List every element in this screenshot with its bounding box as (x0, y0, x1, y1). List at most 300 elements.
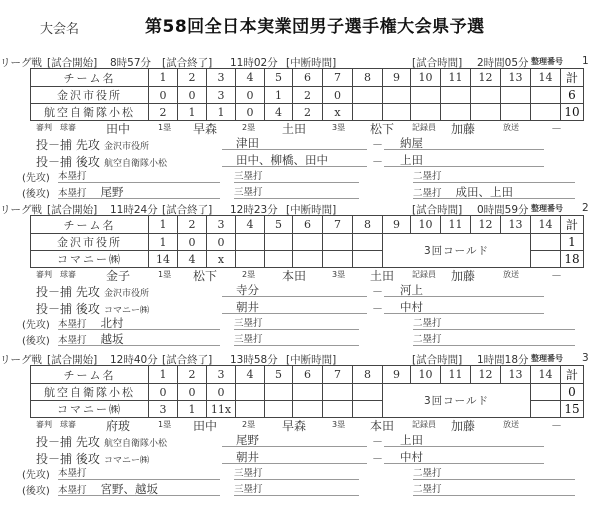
inning-score: 11x (207, 401, 236, 418)
start-time: 11時24分 (110, 204, 158, 216)
base1-umpire: 田中 (193, 419, 218, 433)
home-run-players: 尾野 (100, 185, 124, 199)
inning-header: 9 (383, 366, 411, 384)
inning-score: x (323, 104, 353, 121)
inning-header: 10 (411, 366, 441, 384)
inning-header: 11 (441, 366, 471, 384)
inning-score (236, 384, 265, 401)
inning-score (353, 401, 383, 418)
game-header (0, 55, 600, 69)
home-run-field (58, 184, 220, 199)
home-run-label: 本塁打 (58, 335, 87, 346)
inning-score (323, 234, 353, 251)
serial-label: 整理番号 (531, 204, 563, 213)
inning-score: 0 (178, 384, 207, 401)
team-name: 航空自衛隊小松 (31, 104, 149, 121)
inning-score: 1 (207, 104, 236, 121)
inning-score (293, 401, 323, 418)
inning-score (353, 87, 383, 104)
duration-label: [試合時間] (412, 204, 463, 216)
broadcast-name: － (551, 419, 562, 432)
battery-second-catchers (384, 449, 544, 464)
inning-header: 10 (411, 69, 441, 87)
battery-first-pitchers (222, 135, 367, 150)
recorder-label: 記録員 (412, 420, 436, 429)
battery-second-catchers (384, 152, 544, 167)
battery-second-label: 投－捕 後攻 (36, 155, 100, 169)
inning-score (531, 234, 561, 251)
inning-header: 1 (149, 216, 178, 234)
game-block (0, 202, 600, 352)
base2-label: 2塁 (242, 270, 256, 279)
inning-score (323, 384, 353, 401)
team-name: コマニー㈱ (31, 401, 149, 418)
catcher-names: 中村 (400, 300, 423, 314)
battery-first-pitchers (222, 282, 367, 297)
inning-header: 1 (149, 366, 178, 384)
double-field (413, 184, 575, 199)
battery-second-team: コマニー㈱ (104, 456, 150, 466)
double-players: 成田、上田 (455, 185, 514, 199)
inning-score (265, 401, 293, 418)
inning-score (353, 251, 383, 268)
inning-header: 10 (411, 216, 441, 234)
home-run-players: 越坂 (100, 332, 124, 346)
home-run-players: 北村 (100, 316, 124, 330)
battery-dash: － (372, 435, 383, 448)
inning-score (353, 384, 383, 401)
inning-header: 4 (236, 69, 265, 87)
battery-first-team: 金沢市役所 (104, 289, 150, 299)
battery-first-catchers (384, 282, 544, 297)
home-run-field (58, 168, 220, 183)
inning-header: 2 (178, 69, 207, 87)
start-time: 8時57分 (110, 57, 152, 69)
broadcast-name: － (551, 269, 562, 282)
inning-header: 7 (323, 69, 353, 87)
battery-first-label: 投－捕 先攻 (36, 138, 100, 152)
inning-header: 4 (236, 366, 265, 384)
page-title: 第58回全日本実業団男子選手権大会県予選 (145, 17, 485, 37)
home-run-players: 宮野、越坂 (100, 482, 159, 496)
inning-header: 5 (265, 366, 293, 384)
double-field (413, 465, 575, 480)
inning-score (531, 87, 561, 104)
catcher-names: 上田 (400, 433, 423, 447)
inning-header: 3 (207, 366, 236, 384)
triple-field (234, 168, 359, 183)
pitcher-names: 尾野 (236, 433, 259, 447)
inning-header: 6 (293, 69, 323, 87)
triple-label: 三塁打 (234, 484, 263, 495)
recorder-name: 加藤 (451, 122, 476, 136)
broadcast-label: 放送 (503, 420, 519, 429)
duration-value: 0時間59分 (477, 204, 529, 216)
battery-dash: － (372, 155, 383, 168)
battery-dash: － (372, 285, 383, 298)
inning-header: 13 (501, 216, 531, 234)
league-label: リーグ戦 (0, 354, 42, 366)
triple-label: 三塁打 (234, 334, 263, 345)
umpire-label: 審判 (36, 123, 52, 132)
inning-score (441, 87, 471, 104)
scoreboard-table (30, 68, 584, 121)
pitcher-names: 朝井 (236, 300, 259, 314)
game-note: 3回コールド (383, 384, 531, 418)
inning-score (411, 104, 441, 121)
duration-value: 1時間18分 (477, 354, 529, 366)
game-block (0, 55, 600, 205)
inning-score (265, 251, 293, 268)
home-run-label: 本塁打 (58, 188, 87, 199)
plate-umpire: 府玻 (106, 419, 131, 433)
inning-score: 0 (207, 234, 236, 251)
inning-score: 14 (149, 251, 178, 268)
first-attack-label: (先攻) (22, 470, 50, 481)
base1-label: 1塁 (158, 270, 172, 279)
start-label: [試合開始] (47, 57, 98, 69)
triple-field (234, 465, 359, 480)
inning-score: 3 (149, 401, 178, 418)
inning-header: 1 (149, 69, 178, 87)
inning-score: 0 (236, 104, 265, 121)
team-total: 0 (561, 384, 584, 401)
double-field (413, 315, 575, 330)
inning-header: 7 (323, 216, 353, 234)
first-attack-label: (先攻) (22, 173, 50, 184)
game-header (0, 352, 600, 366)
battery-dash: － (372, 302, 383, 315)
inning-score (236, 251, 265, 268)
home-run-field (58, 331, 220, 346)
inning-header: 6 (293, 216, 323, 234)
inning-header: 12 (471, 366, 501, 384)
home-run-field (58, 315, 220, 330)
battery-dash: － (372, 138, 383, 151)
inning-score (383, 104, 411, 121)
base2-umpire: 本田 (282, 269, 307, 283)
double-label: 二塁打 (413, 484, 442, 495)
serial-label: 整理番号 (531, 354, 563, 363)
battery-first-team: 航空自衛隊小松 (104, 439, 168, 449)
home-run-label: 本塁打 (58, 319, 87, 330)
inning-score: 1 (178, 401, 207, 418)
base1-label: 1塁 (158, 123, 172, 132)
home-run-label: 本塁打 (58, 171, 87, 182)
inning-score (293, 384, 323, 401)
first-attack-label: (先攻) (22, 320, 50, 331)
catcher-names: 上田 (400, 153, 423, 167)
base3-label: 3塁 (332, 123, 346, 132)
inning-header: 7 (323, 366, 353, 384)
home-run-label: 本塁打 (58, 485, 87, 496)
catcher-names: 中村 (400, 450, 423, 464)
inning-score: 1 (178, 104, 207, 121)
inning-score (411, 87, 441, 104)
home-run-field (58, 481, 220, 496)
scoreboard-header-row (31, 216, 584, 234)
battery-first-label: 投－捕 先攻 (36, 285, 100, 299)
broadcast-name: － (551, 122, 562, 135)
league-label: リーグ戦 (0, 57, 42, 69)
inning-score (236, 401, 265, 418)
double-label: 二塁打 (413, 318, 442, 329)
inning-header: 8 (353, 366, 383, 384)
inning-header: 14 (531, 216, 561, 234)
inning-header: 13 (501, 366, 531, 384)
triple-field (234, 184, 359, 199)
end-time: 13時58分 (230, 354, 278, 366)
scoreboard-header-row (31, 366, 584, 384)
broadcast-label: 放送 (503, 270, 519, 279)
team-name: コマニー㈱ (31, 251, 149, 268)
team-column-header: チーム名 (31, 216, 149, 234)
battery-first-label: 投－捕 先攻 (36, 435, 100, 449)
double-label: 二塁打 (413, 171, 442, 182)
inning-score: 0 (207, 384, 236, 401)
double-label: 二塁打 (413, 468, 442, 479)
inning-header: 9 (383, 69, 411, 87)
team-total: 10 (561, 104, 584, 121)
inning-header: 12 (471, 69, 501, 87)
end-time: 12時23分 (230, 204, 278, 216)
base2-umpire: 早森 (282, 419, 307, 433)
inning-score (531, 384, 561, 401)
inning-score (441, 104, 471, 121)
double-field (413, 481, 575, 496)
scoreboard-table (30, 215, 584, 268)
inning-score (265, 234, 293, 251)
serial-number: 3 (582, 352, 589, 364)
team-name: 金沢市役所 (31, 234, 149, 251)
battery-first-catchers (384, 432, 544, 447)
base1-label: 1塁 (158, 420, 172, 429)
recorder-label: 記録員 (412, 123, 436, 132)
inning-header: 12 (471, 216, 501, 234)
recorder-name: 加藤 (451, 419, 476, 433)
inning-score (531, 401, 561, 418)
battery-second-catchers (384, 299, 544, 314)
team-total: 15 (561, 401, 584, 418)
inning-header: 13 (501, 69, 531, 87)
plate-label: 球審 (60, 420, 76, 429)
double-label: 二塁打 (413, 188, 442, 199)
start-time: 12時40分 (110, 354, 158, 366)
team-score-row (31, 104, 584, 121)
team-total: 18 (561, 251, 584, 268)
home-run-field (58, 465, 220, 480)
serial-number: 2 (582, 202, 589, 214)
team-score-row (31, 234, 584, 251)
base2-umpire: 土田 (282, 122, 307, 136)
inning-score: 0 (236, 87, 265, 104)
game-header (0, 202, 600, 216)
inning-score: 4 (265, 104, 293, 121)
duration-label: [試合時間] (412, 354, 463, 366)
battery-second-pitchers (222, 299, 367, 314)
base3-label: 3塁 (332, 270, 346, 279)
inning-header: 2 (178, 216, 207, 234)
inning-score: 2 (149, 104, 178, 121)
triple-label: 三塁打 (234, 187, 263, 198)
battery-second-team: 航空自衛隊小松 (104, 159, 168, 169)
battery-first-team: 金沢市役所 (104, 142, 150, 152)
base2-label: 2塁 (242, 420, 256, 429)
battery-second-label: 投－捕 後攻 (36, 452, 100, 466)
duration-label: [試合時間] (412, 57, 463, 69)
serial-number: 1 (582, 55, 589, 67)
pitcher-names: 津田 (236, 136, 259, 150)
inning-header: 2 (178, 366, 207, 384)
inning-score: 0 (178, 234, 207, 251)
double-field (413, 331, 575, 346)
inning-header: 5 (265, 69, 293, 87)
inning-score: 0 (149, 384, 178, 401)
scoreboard-table (30, 365, 584, 418)
team-column-header: チーム名 (31, 69, 149, 87)
battery-second-label: 投－捕 後攻 (36, 302, 100, 316)
base2-label: 2塁 (242, 123, 256, 132)
inning-score (531, 251, 561, 268)
end-label: [試合終了] (162, 354, 213, 366)
pitcher-names: 田中、柳橋、田中 (236, 153, 328, 167)
triple-field (234, 331, 359, 346)
recorder-label: 記録員 (412, 270, 436, 279)
end-label: [試合終了] (162, 57, 213, 69)
inning-score: 2 (293, 87, 323, 104)
inning-score (323, 401, 353, 418)
battery-first-catchers (384, 135, 544, 150)
total-column-header: 計 (561, 216, 584, 234)
triple-label: 三塁打 (234, 468, 263, 479)
base3-label: 3塁 (332, 420, 346, 429)
inning-header: 5 (265, 216, 293, 234)
team-total: 1 (561, 234, 584, 251)
pitcher-names: 朝井 (236, 450, 259, 464)
team-score-row (31, 384, 584, 401)
inning-score (323, 251, 353, 268)
team-score-row (31, 87, 584, 104)
inning-header: 3 (207, 69, 236, 87)
triple-field (234, 315, 359, 330)
battery-first-pitchers (222, 432, 367, 447)
inning-score (236, 234, 265, 251)
catcher-names: 納屋 (400, 136, 423, 150)
inning-score (471, 104, 501, 121)
game-block (0, 352, 600, 502)
umpire-label: 審判 (36, 270, 52, 279)
start-label: [試合開始] (47, 204, 98, 216)
base1-umpire: 早森 (193, 122, 218, 136)
plate-label: 球審 (60, 270, 76, 279)
inning-header: 14 (531, 366, 561, 384)
second-attack-label: (後攻) (22, 189, 50, 200)
inning-score: x (207, 251, 236, 268)
inning-score: 4 (178, 251, 207, 268)
base3-umpire: 本田 (370, 419, 395, 433)
plate-umpire: 田中 (106, 122, 131, 136)
game-note: 3回コールド (383, 234, 531, 268)
total-column-header: 計 (561, 69, 584, 87)
inning-score (353, 234, 383, 251)
second-attack-label: (後攻) (22, 486, 50, 497)
inning-score (353, 104, 383, 121)
inning-score (383, 87, 411, 104)
end-label: [試合終了] (162, 204, 213, 216)
base3-umpire: 土田 (370, 269, 395, 283)
plate-umpire: 金子 (106, 269, 131, 283)
inning-score (265, 384, 293, 401)
battery-second-pitchers (222, 152, 367, 167)
umpire-label: 審判 (36, 420, 52, 429)
battery-dash: － (372, 452, 383, 465)
inning-score: 0 (178, 87, 207, 104)
inning-header: 8 (353, 69, 383, 87)
end-time: 11時02分 (230, 57, 278, 69)
team-total: 6 (561, 87, 584, 104)
inning-header: 11 (441, 216, 471, 234)
second-attack-label: (後攻) (22, 336, 50, 347)
break-label: [中断時間] (286, 204, 337, 216)
inning-score (501, 104, 531, 121)
base1-umpire: 松下 (193, 269, 218, 283)
inning-header: 4 (236, 216, 265, 234)
catcher-names: 河上 (400, 283, 423, 297)
triple-label: 三塁打 (234, 171, 263, 182)
inning-score (501, 87, 531, 104)
serial-label: 整理番号 (531, 57, 563, 66)
total-column-header: 計 (561, 366, 584, 384)
break-label: [中断時間] (286, 354, 337, 366)
inning-score (471, 87, 501, 104)
inning-score: 3 (207, 87, 236, 104)
inning-header: 14 (531, 69, 561, 87)
double-field (413, 168, 575, 183)
event-name-label: 大会名 (40, 22, 80, 37)
inning-score: 2 (293, 104, 323, 121)
inning-score: 0 (323, 87, 353, 104)
plate-label: 球審 (60, 123, 76, 132)
inning-score: 0 (149, 87, 178, 104)
inning-score: 1 (149, 234, 178, 251)
pitcher-names: 寺分 (236, 283, 259, 297)
broadcast-label: 放送 (503, 123, 519, 132)
inning-header: 6 (293, 366, 323, 384)
league-label: リーグ戦 (0, 204, 42, 216)
battery-second-pitchers (222, 449, 367, 464)
inning-header: 9 (383, 216, 411, 234)
inning-header: 8 (353, 216, 383, 234)
inning-score (293, 251, 323, 268)
inning-header: 3 (207, 216, 236, 234)
break-label: [中断時間] (286, 57, 337, 69)
duration-value: 2時間05分 (477, 57, 529, 69)
triple-field (234, 481, 359, 496)
double-label: 二塁打 (413, 334, 442, 345)
inning-score: 1 (265, 87, 293, 104)
inning-header: 11 (441, 69, 471, 87)
team-name: 航空自衛隊小松 (31, 384, 149, 401)
triple-label: 三塁打 (234, 318, 263, 329)
inning-score (531, 104, 561, 121)
recorder-name: 加藤 (451, 269, 476, 283)
battery-second-team: コマニー㈱ (104, 306, 150, 316)
inning-score (293, 234, 323, 251)
start-label: [試合開始] (47, 354, 98, 366)
base3-umpire: 松下 (370, 122, 395, 136)
home-run-label: 本塁打 (58, 468, 87, 479)
team-column-header: チーム名 (31, 366, 149, 384)
